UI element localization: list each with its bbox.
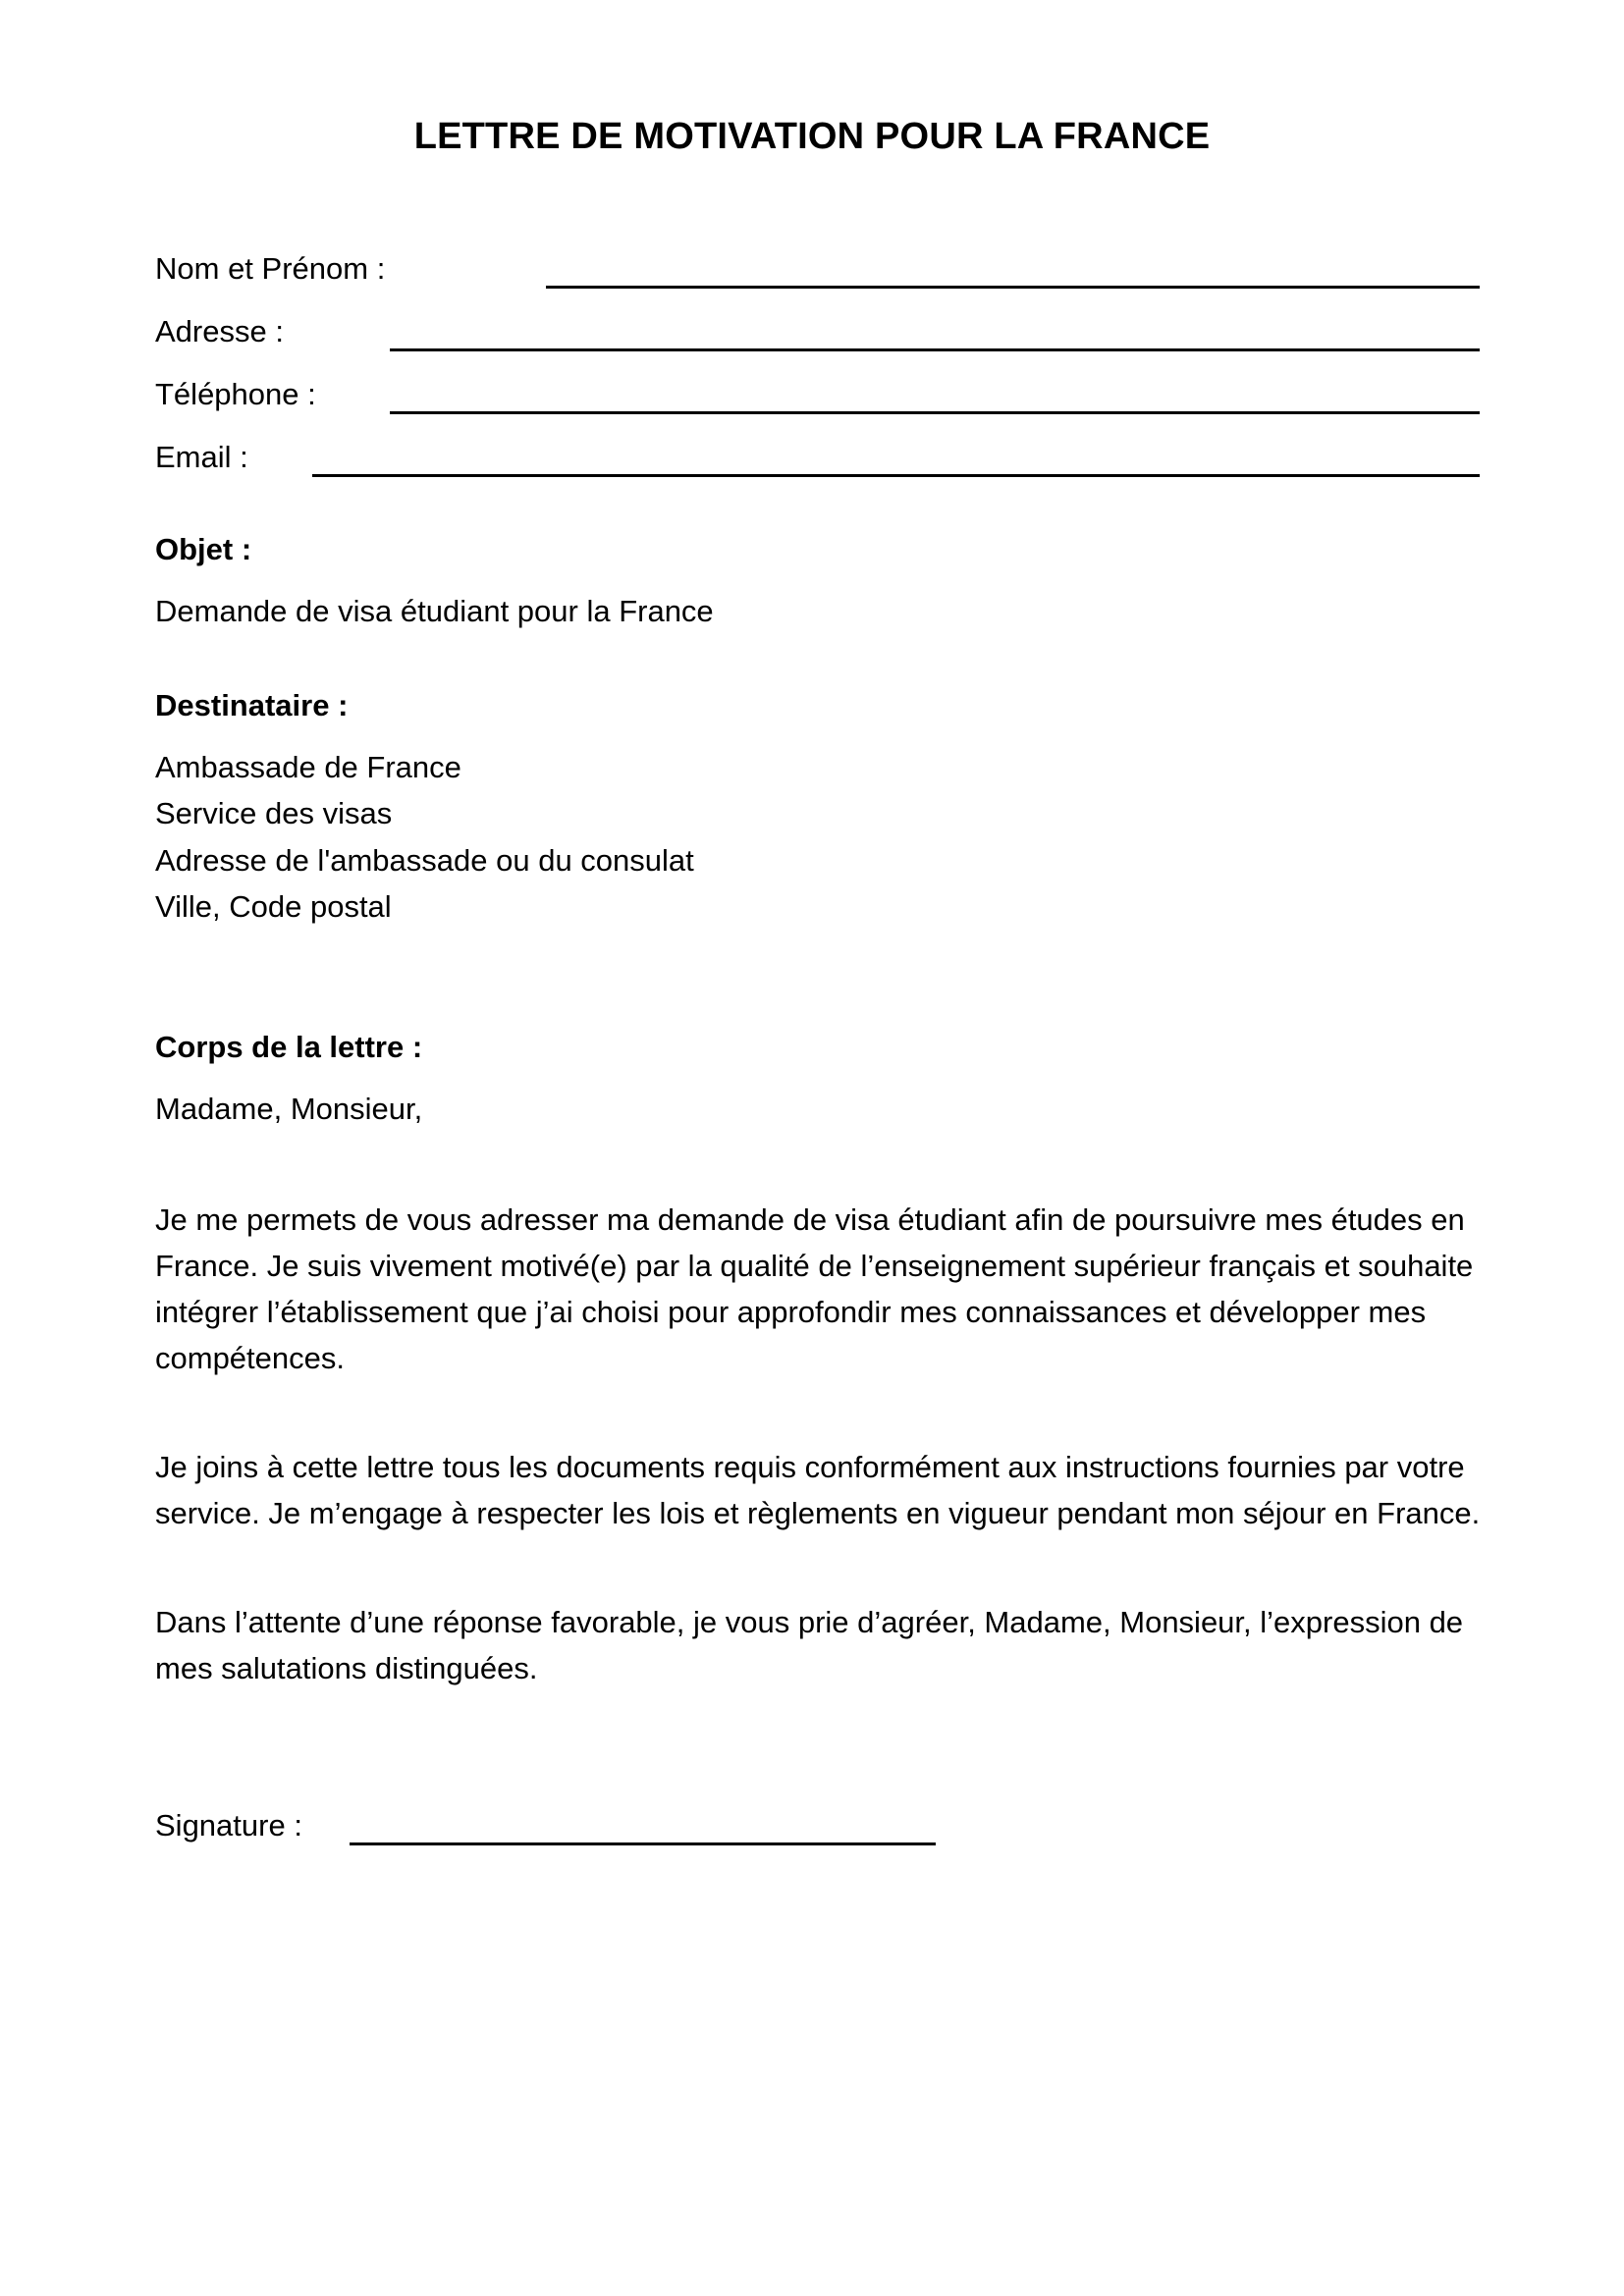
signature-field-line[interactable] bbox=[350, 1842, 936, 1845]
address-label: Adresse : bbox=[155, 314, 284, 348]
email-label: Email : bbox=[155, 440, 248, 474]
phone-label: Téléphone : bbox=[155, 377, 316, 411]
name-label: Nom et Prénom : bbox=[155, 251, 386, 286]
paragraph-1-line-4: compétences. bbox=[155, 1341, 345, 1375]
paragraph-2-line-1: Je joins à cette lettre tous les documents requis conformément aux instructions fournies par votre bbox=[155, 1450, 1465, 1484]
object-text: Demande de visa étudiant pour la France bbox=[155, 594, 714, 628]
recipient-line-address: Adresse de l'ambassade ou du consulat bbox=[155, 843, 694, 878]
recipient-line-service: Service des visas bbox=[155, 796, 393, 830]
email-field-line[interactable] bbox=[312, 474, 1480, 477]
paragraph-3-line-2: mes salutations distinguées. bbox=[155, 1651, 538, 1685]
name-field-line[interactable] bbox=[546, 286, 1480, 289]
document-title: LETTRE DE MOTIVATION POUR LA FRANCE bbox=[413, 116, 1211, 157]
recipient-label: Destinataire : bbox=[155, 688, 349, 722]
paragraph-1-line-1: Je me permets de vous adresser ma demande de visa étudiant afin de poursuivre mes études en bbox=[155, 1202, 1465, 1237]
salutation: Madame, Monsieur, bbox=[155, 1092, 423, 1126]
phone-field-line[interactable] bbox=[390, 411, 1480, 414]
recipient-line-embassy: Ambassade de France bbox=[155, 750, 461, 784]
paragraph-3-line-1: Dans l’attente d’une réponse favorable, je vous prie d’agréer, Madame, Monsieur, l’expression de bbox=[155, 1605, 1464, 1639]
paragraph-1-line-2: France. Je suis vivement motivé(e) par la qualité de l’enseignement supérieur français et souhaite bbox=[155, 1249, 1474, 1283]
body-paragraph-1 bbox=[155, 1197, 1500, 1381]
paragraph-2-line-2: service. Je m’engage à respecter les lois et règlements en vigueur pendant mon séjour en France. bbox=[155, 1496, 1481, 1530]
body-paragraph-3 bbox=[155, 1599, 1500, 1691]
body-label: Corps de la lettre : bbox=[155, 1030, 423, 1064]
body-paragraph-2 bbox=[155, 1444, 1500, 1536]
address-field-line[interactable] bbox=[390, 348, 1480, 351]
object-label: Objet : bbox=[155, 532, 252, 566]
signature-label: Signature : bbox=[155, 1808, 302, 1842]
paragraph-1-line-3: intégrer l’établissement que j’ai choisi pour approfondir mes connaissances et développer mes bbox=[155, 1295, 1427, 1329]
recipient-line-city: Ville, Code postal bbox=[155, 889, 392, 924]
